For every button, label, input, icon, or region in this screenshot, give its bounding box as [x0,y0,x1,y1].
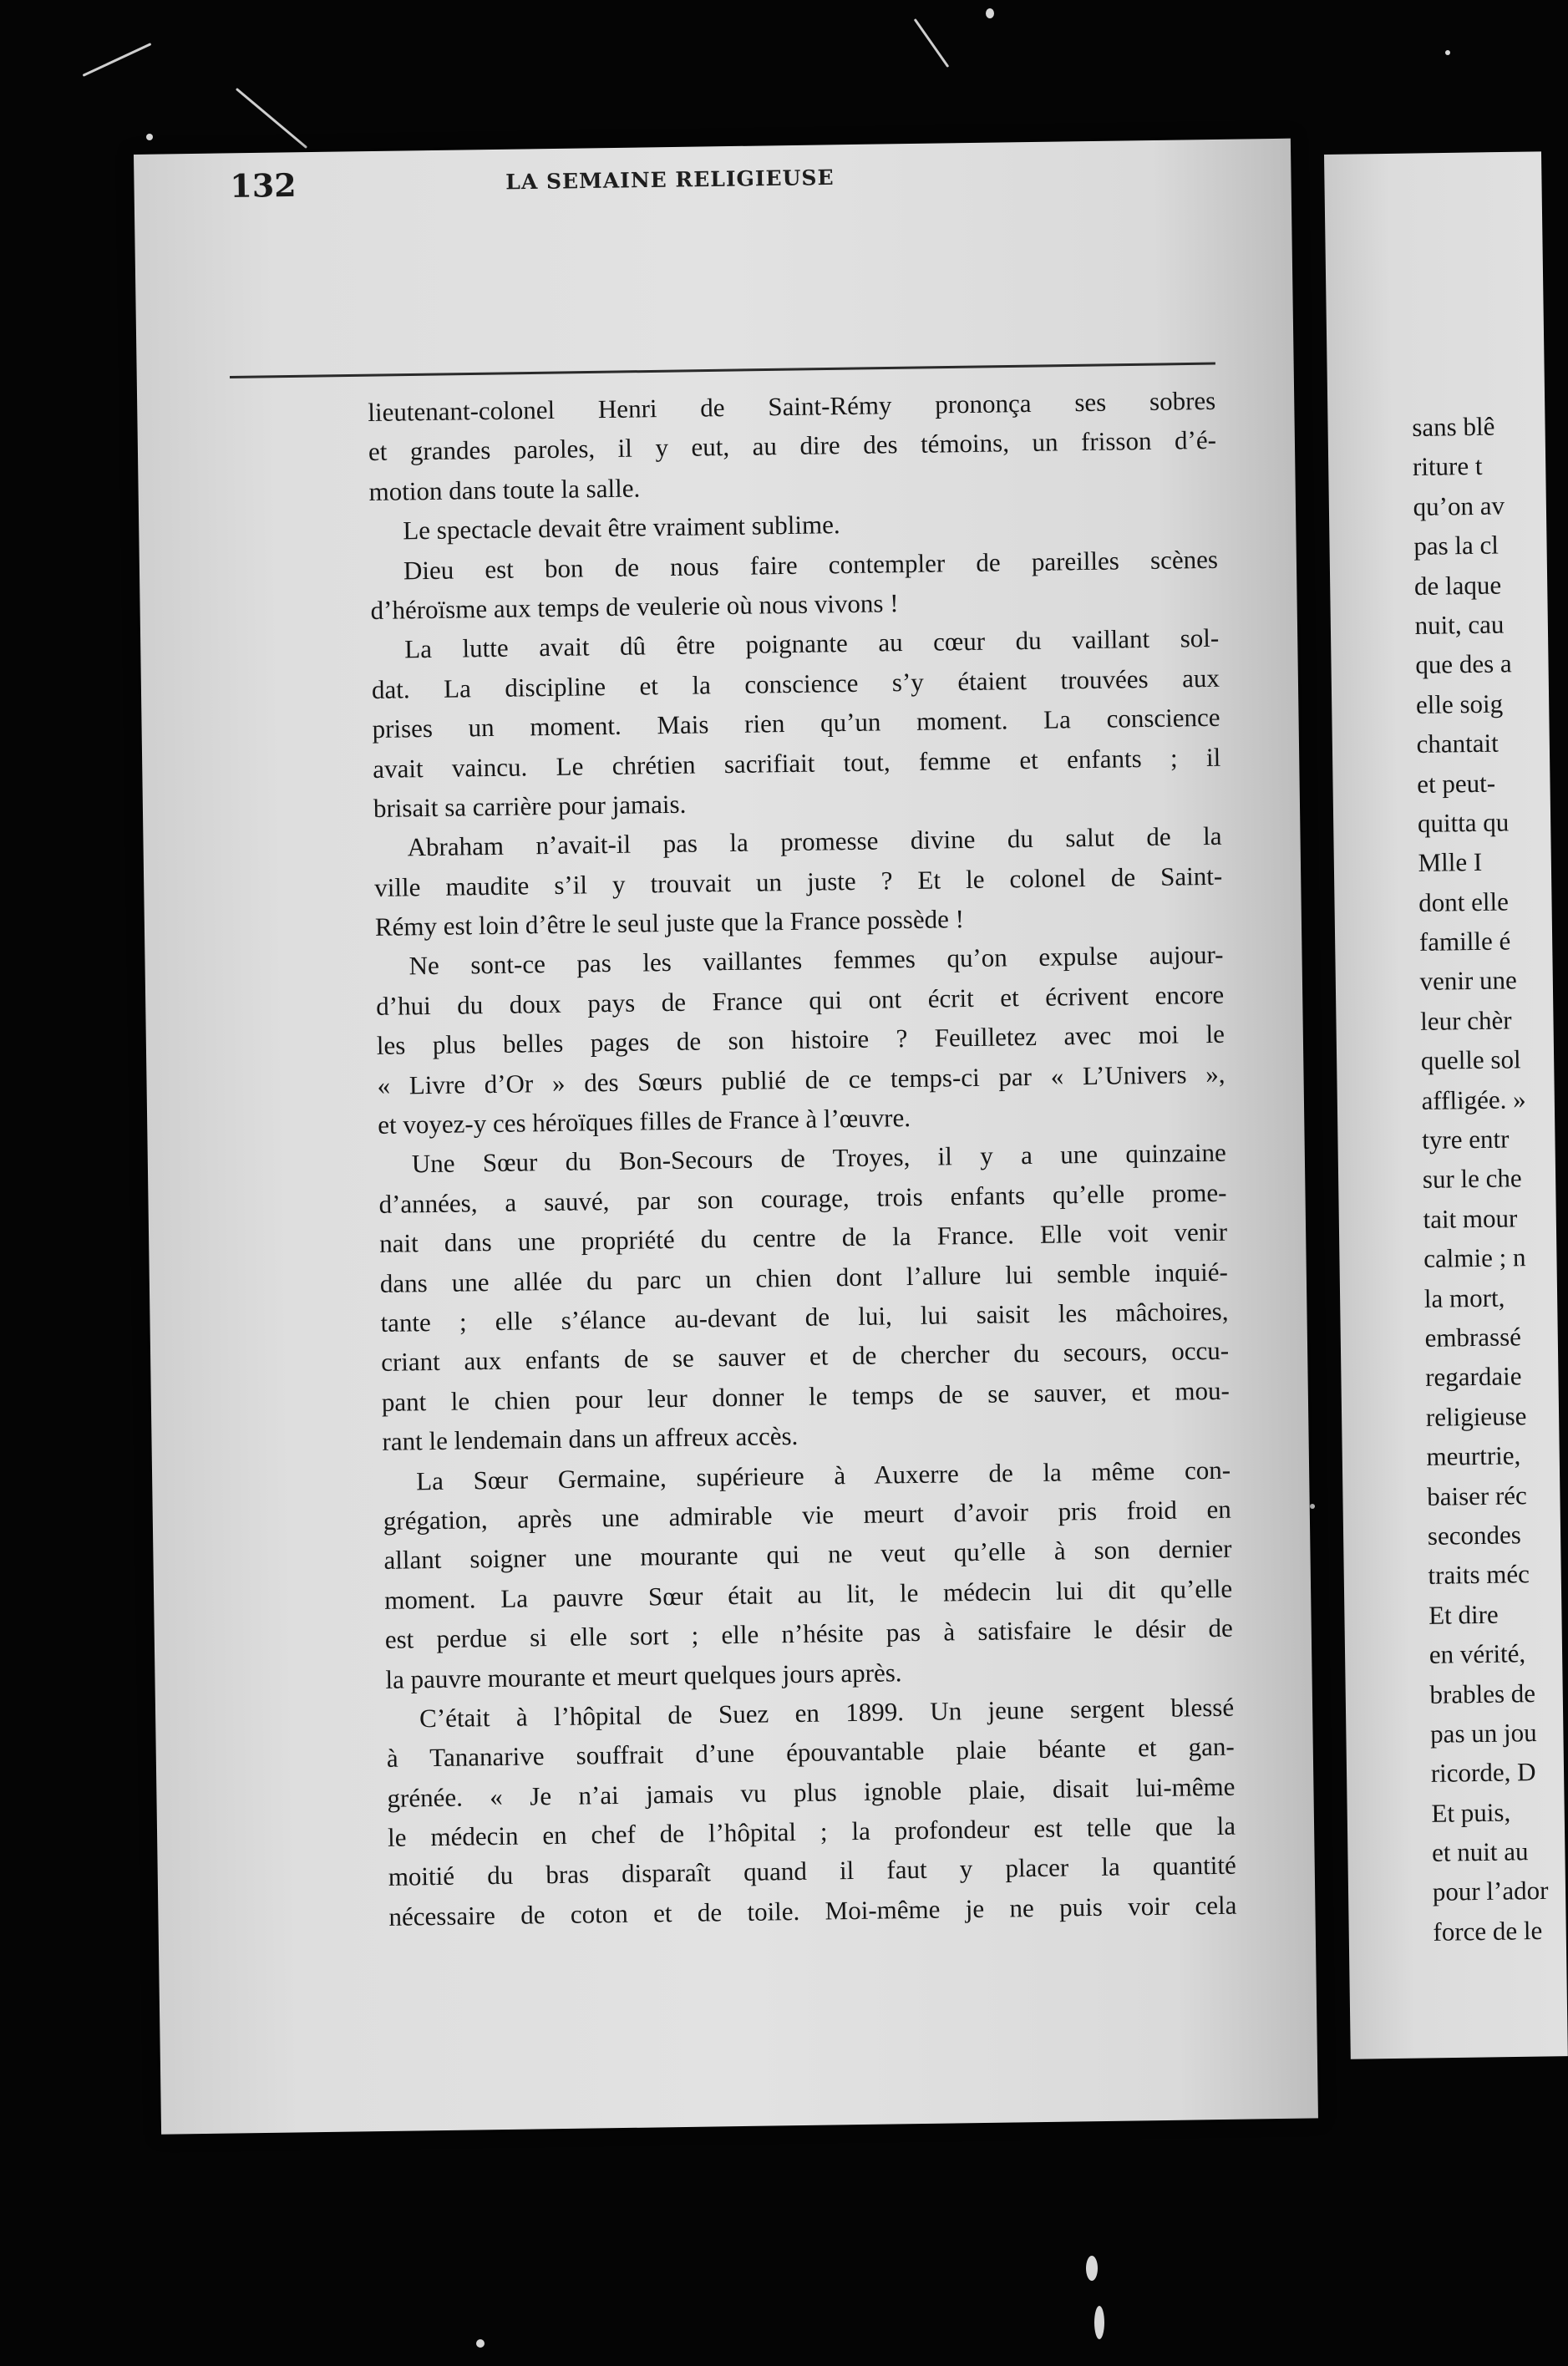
text-line: que des a [1415,648,1512,680]
text-line: grégation, après une admirable vie meurt d’avoir pris froid en [383,1494,1232,1536]
text-line: pant le chien pour leur donner le temps de se sauver, et mou- [381,1375,1231,1417]
text-line: leur chèr [1420,1005,1512,1036]
text-line: chantait [1416,728,1499,759]
text-line: criant aux enfants de se sauver et de chercher du secours, occu- [380,1336,1230,1378]
text-line: de laque [1413,570,1502,601]
left-text-column [368,381,1237,1937]
text-line: d’héroïsme aux temps de veulerie où nous vivons ! [370,588,899,625]
text-line: Abraham n’avait-il pas la promesse divine du salut de la [407,821,1222,862]
text-line: les plus belles pages de son histoire ? Feuilletez avec moi le [376,1019,1225,1061]
text-line: venir une [1419,965,1518,997]
text-line: meurtrie, [1426,1440,1521,1472]
text-line: et nuit au [1431,1836,1529,1867]
text-line: Et dire [1428,1599,1499,1630]
text-line: C’était à l’hôpital de Suez en 1899. Un jeune sergent blessé [419,1692,1235,1734]
text-line: Le spectacle devait être vraiment sublime. [403,510,840,546]
text-line: « Livre d’Or » des Sœurs publié de ce temps-ci par « L’Univers », [377,1059,1225,1100]
text-line: brables de [1429,1678,1536,1709]
text-line: nécessaire de coton et de toile. Moi-même je ne puis voir cela [388,1890,1237,1932]
text-line: embrassé [1424,1322,1522,1353]
text-line: nait dans une propriété du centre de la France. Elle voit venir [378,1216,1228,1259]
text-line: et voyez-y ces héroïques filles de France à l’œuvre. [377,1103,911,1140]
text-line: secondes [1427,1520,1521,1551]
text-line: motion dans toute la salle. [368,473,641,506]
text-line: d’hui du doux pays de France qui ont écrit et écrivent encore [376,979,1225,1021]
text-line: baiser réc [1426,1480,1528,1511]
text-line: La Sœur Germaine, supérieure à Auxerre de la même con- [415,1455,1231,1495]
film-speck [1086,2256,1098,2281]
film-scratch [236,88,307,149]
text-line: pour l’ador [1432,1876,1549,1907]
text-line: sans blê [1412,411,1495,442]
film-speck [146,134,153,140]
text-line: religieuse [1425,1400,1527,1432]
text-line: qu’on av [1413,490,1505,521]
text-line: riture t [1412,451,1483,482]
text-line: à Tananarive souffrait d’une épouvantable plaie béante et gan- [386,1731,1235,1774]
text-line: ville maudite s’il y trouvait un juste ? Et le colonel de Saint- [374,861,1223,902]
film-speck [1310,1504,1315,1509]
text-line: la mort, [1423,1282,1505,1313]
text-line: est perdue si elle sort ; elle n’hésite pas à satisfaire le désir de [384,1612,1233,1654]
text-line: brisait sa carrière pour jamais. [373,789,687,823]
text-line: tyre entr [1421,1124,1510,1155]
text-line: prises un moment. Mais rien qu’un moment. La conscience [372,702,1220,744]
text-line: la pauvre mourante et meurt quelques jours après. [385,1657,902,1694]
text-line: quelle sol [1420,1044,1521,1076]
text-line: le médecin en chef de l’hôpital ; la profondeur est telle que la [387,1810,1236,1852]
text-line: Une Sœur du Bon-Secours de Troyes, il y a une quinzaine [411,1138,1227,1179]
running-title: LA SEMAINE RELIGIEUSE [505,165,835,195]
text-line: traits méc [1428,1559,1530,1591]
text-line: dont elle [1418,886,1510,917]
text-line: elle soig [1415,688,1504,719]
text-line: et grandes paroles, il y eut, au dire des témoins, un frisson d’é- [368,425,1217,467]
text-line: moment. La pauvre Sœur était au lit, le médecin lui dit qu’elle [383,1573,1233,1615]
film-speck [1445,50,1450,55]
text-line: force de le [1433,1915,1543,1947]
text-line: sur le che [1422,1163,1522,1195]
text-line: avait vaincu. Le chrétien sacrifiait tout, femme et enfants ; il [373,742,1221,784]
text-line: nuit, cau [1414,609,1505,640]
text-line: d’années, a sauvé, par son courage, trois enfants qu’elle prome- [378,1177,1227,1219]
film-scratch [83,43,152,77]
film-scratch [914,18,950,68]
text-line: tante ; elle s’élance au-devant de lui, lui saisit les mâchoires, [380,1296,1229,1338]
film-speck [986,8,994,18]
text-line: Rémy est loin d’être le seul juste que la France possède ! [374,904,965,942]
text-line: pas un jou [1429,1717,1537,1749]
text-line: regardaie [1424,1361,1522,1393]
text-line: calmie ; n [1423,1242,1526,1274]
text-line: ricorde, D [1430,1757,1536,1789]
text-line: famille é [1418,926,1511,957]
text-line: allant soigner une mourante qui ne veut qu’elle à son dernier [383,1534,1232,1576]
text-line: dans une allée du parc un chien dont l’allure lui semble inquié- [379,1257,1229,1298]
text-line: Ne sont-ce pas les vaillantes femmes qu’on expulse aujour- [408,940,1224,981]
film-speck [1094,2306,1104,2339]
text-line: et peut- [1417,768,1496,799]
right-text-column [1412,406,1559,1952]
text-line: La lutte avait dû être poignante au cœur du vaillant sol- [404,623,1220,664]
text-line: grénée. « Je n’ai jamais vu plus ignoble plaie, disait lui-même [387,1771,1236,1813]
text-line: Mlle I [1418,847,1483,878]
text-line: quitta qu [1417,807,1510,838]
text-line: affligée. » [1421,1084,1526,1115]
text-line: rant le lendemain dans un affreux accès. [382,1421,799,1457]
text-line: tait mour [1423,1203,1518,1234]
text-line: moitié du bras disparaît quand il faut y placer la quantité [388,1851,1236,1892]
film-speck [476,2339,485,2348]
page-number: 132 [230,165,297,205]
text-line: lieutenant-colonel Henri de Saint-Rémy prononça ses sobres [368,385,1216,427]
text-line: Et puis, [1431,1797,1511,1828]
text-line: Dieu est bon de nous faire contempler de pareilles scènes [403,544,1219,585]
text-line: en vérité, [1428,1638,1526,1669]
text-line: pas la cl [1413,530,1499,561]
text-line: dat. La discipline et la conscience s’y étaient trouvées aux [371,663,1220,704]
